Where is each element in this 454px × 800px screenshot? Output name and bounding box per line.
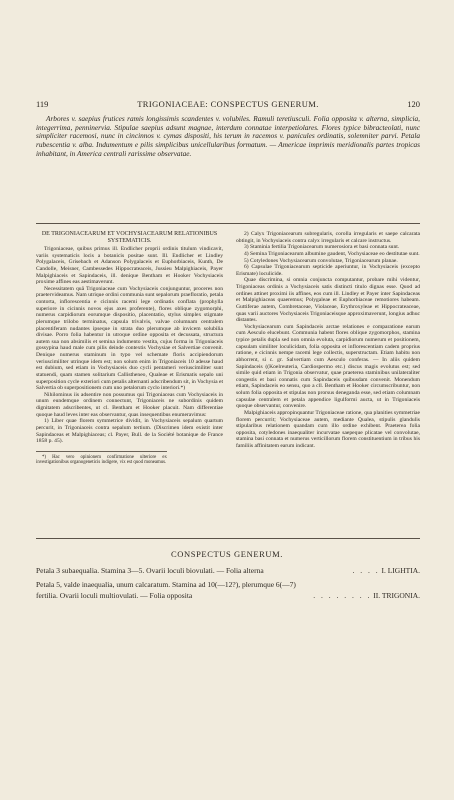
footnote	[36, 451, 167, 466]
key-row-result	[352, 566, 420, 576]
page-number-left: 119	[36, 99, 49, 109]
key-row-result	[313, 591, 420, 601]
paragraph: 2) Calyx Trigoniacearum subregularis, corolla irregularis et saepe calcarata obtingit, in Vochysiaceis contra calyx irregularis et calcare instructus.	[236, 231, 420, 244]
paragraph: Malpighiaceis appropinquantur Trigoniaceae ratione, qua planities symmetriae florem percurrit; Vochysiaceae autem, mediante Qualea, stipulis glandulis stipularibus relationem quandam cum illo ordine exhibent. Praeterea folia opposita, cotyledones inaequaliter incurvatae saepeque plicatae vel convolutae, stamina basi connata et numerus verticillorum florem constituentium in tribus his familiis affinitatem earum indicant.	[236, 409, 420, 449]
right-column	[236, 231, 420, 450]
paragraph: Nihilominus iis adsentire non possumus qui Trigoniaceas cum Vochysiaceis in unum eundemque ordinem connectunt, Trigoniaceis ne subordinis quidem dignitatem adscribentes, ut cl. Bentham et Hooker placuit. Nam differentiae quoque haud leves inter eas observantur, quas insequentibus enumeravimus:	[36, 391, 223, 418]
paragraph: 6) Capsulae Trigoniacearum septicide aperiuntur, in Vochysiaceis (excepto Erismate) loculicide.	[236, 264, 420, 277]
left-column	[36, 231, 223, 466]
key-row-text: Petala 3 subaequalia. Stamina 3—5. Ovarii loculi biovulati. — Folia alterna	[36, 566, 264, 575]
section-divider-top	[36, 223, 420, 224]
paragraph: 5) Cotyledones Vochysiacearum convolutae, Trigoniacearum planae.	[244, 257, 398, 264]
key-row-text: fertilia. Ovarii loculi multiovulati. — Folia opposita	[36, 591, 193, 600]
section-divider-bottom	[36, 538, 420, 539]
page-number-right: 120	[407, 99, 420, 109]
paragraph: Quae discrimina, si omnia conjuncta computantur, probare mihi videntur, Trigoniaceas ordinis a Vochysiaceis satis distincti titulo dignas esse. Quod ad ordines attinet proximi iis affines, eos cum ill. Lindley et Payer inter Sapindaceas et Malpighiaceas quaeremus; Polygaleae et Euphorbiaceae remotiores habeam. Guttiferae autem, Combretaceae, Violaceae, Erythroxyleae et Hippocrateaceae, quas varii auctores Vochysiaceis Trigoniaceisque approximaverunt, longius adhuc distantes.	[236, 277, 420, 324]
paragraph: Vochysiacearum cum Sapindaceis arctae relationes e comparatione earum cum Aesculo elucebunt. Communia habent flores oblique zygomorphos, stamina typice petalis dupla sed non omnia evoluta, carpidiorum numerum et positionem, capsulam similiter loculicidam, folia opposita et inflorescentiam cadem proprius ratione, e cicinnis nempe racemi lege collectis, superstructam. Etiam habitu non abhorrent, si c. gr. Salvertiam cum Aesculo conferas. — In aliis quidem Sapindaceis ((Koelreuteria, Cardiospermo etc.) discus magis evolutus est; sed simile quid etiam in Trigonia observatur, quae praeterea staminibus unilateraliter congestis et basi connatis cum Sapindaceis quibusdam convenit. Monendum etiam, Sapindaceis eo sensu, quo a cll. Bentham et Hooker circumscribuntur, non solum folia opposita et stipulas non prorsus deneganda esse, sed etiam columnam capsulae centralem et petala appendice ligulformi aucta, ut in Trigoniaceis quoque observantur, convenire.	[236, 323, 420, 410]
paragraph: Necessitatem quâ Trigoniaceae cum Vochysiaceis conjunguntur, proceres non praetervideamus. Nam utrique ordini communia sunt sepalorum praefloratio, petala contorta, inflorescentia e cicinnis racemi lege ordinatis conflata (prophylla superiore in cicinnis novos ejus axes proferente), flores oblique zygomorphi, numerus carpidiorum eorumque dispositio, placentatio, stylus simplex stigmate plerumque trilobo terminatus, capsula trivalvis, valvae columnam centralem placentiferam nudantes ipseque in strata duo plerumque ab invicem solubilia divisae. Porro folia habentur in utroque ordine opposita et decussata, structura autem sua non absimilis et semina indumento vestita, cujus forma in Trigoniaceis gossypina haud male cum pilis deinde contextis Vochysiae et Salvertiae convenit. Denique numerus staminum in typo vel schemate floris accipiendorum veriuscimiliter utrinque idem est; non solum enim in Trigoniaceis 10 adesse haud est dubium, sed etiam in Vochysiaceis duo cycli pentameri veriuscimiliter sunt statuendi, quam stamen solitarium Callistheneo, Qualeae et Erismatis sepalo uni superposition cycle exteriori cum petalis alternanti adscribendum sit, in Vochysia et Salvertia ob superpositionem cum uno petalorum cyclo interiori.*)	[36, 285, 223, 392]
paragraph: 4) Semina Trigoniacearum albumine gaudent, Vochysiaceae eo destitutae sunt.	[244, 250, 420, 257]
leader-dots: . . . .	[352, 566, 380, 575]
conspectus-title: CONSPECTUS GENERUM.	[171, 549, 283, 559]
section-heading: DE TRIGONIACEARUM ET VOCHYSIACEARUM RELATIONIBUS SYSTEMATICIS.	[41, 231, 218, 244]
running-header	[36, 99, 420, 109]
genus-name: II. TRIGONIA.	[373, 591, 420, 600]
leader-dots: . . . . . . . .	[313, 591, 372, 600]
key-row-text: Petala 5, valde inaequalia, unum calcaratum. Stamina ad 10(—12?), plerumque 6(—7)	[36, 580, 296, 589]
genus-name: I. LIGHTIA.	[381, 566, 420, 575]
footnote-text: *) Hac vero opinionem confirmatione ulteriore ex investigationibus organogeneticis indigere, vix est quod moneamus.	[36, 454, 167, 466]
paragraph: Trigoniaceae, quibus primus ill. Endlicher proprii ordinis titulum vindicavit, variis systematicis locis a botanicis positae sunt. Ill. Endlicher et Lindley Polygalaceis, Grisebach et Adanson Polygalaceis et Euphorbiaceis, Kunth, De Candolle, Meisner, Cambessedes Hippocrateaceis, Jussieu Malpighiaceis, Payer Malpighiaceis et Sapindaceis, ill. denique Bentham et Hooker Vochysiaceis proxime affines eas aestimaverunt.	[36, 246, 223, 286]
paragraph: 1) Liber quae florem symmetrice dividit, in Vochysiaceis sepalum quartum percurit, in Trigoniaceis contra sepalum tertium. (Discrimen idem existit inter Sapindaceas et Malpighiaceas; cl. Payer, Bull. de la Société botanique de France 1858 p. 45).	[36, 418, 223, 445]
paragraph: 3) Staminia fertilia Trigoniacearum numerosiora et basi connata sunt.	[244, 244, 400, 251]
family-description: Arbores v. saepius frutices ramis longissimis scandentes v. volubiles. Ramuli teretiusculi. Folia opposita v. alterna, simplicia, integerrima, penninervia. Stipulae saepius adsunt magnae, interdum connatae interpetiolares. Flores typice bibracteolati, nunc simpliciter racemosi, nunc in cincinnos v. cymas dispositi, his terum in racemos v. panicules ordinatis, solemniter parvi. Petala rubescentia v. alba. Indumentum e pilis simplicibus unicellularibus formatum. — Americae imprimis meridionalis partes tropicas inhabitant, in America centrali rarissime observatae.	[36, 114, 420, 158]
running-title: TRIGONIACEAE: CONSPECTUS GENERUM.	[137, 99, 319, 109]
